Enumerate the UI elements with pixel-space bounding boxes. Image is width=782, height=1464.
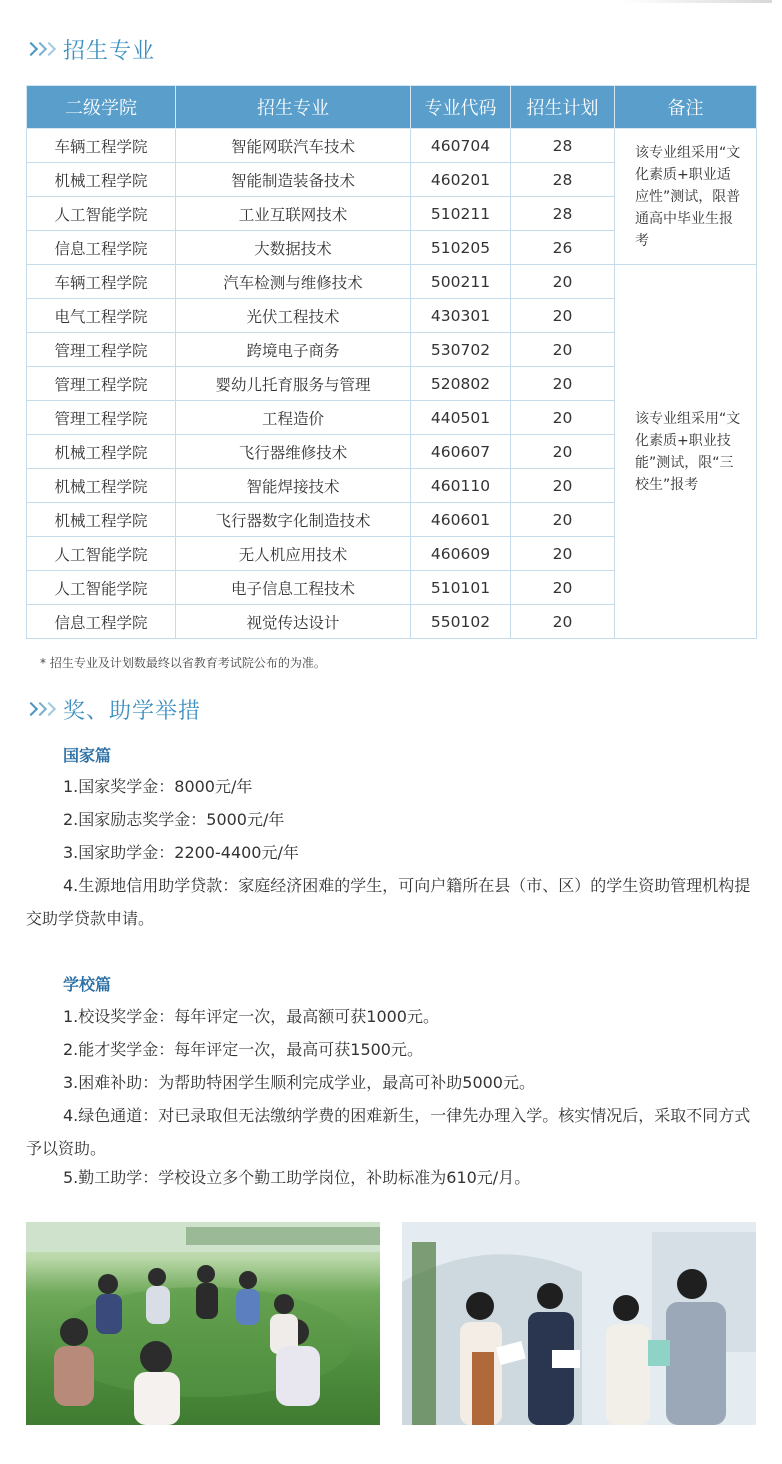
school-item: 3.困难补助：为帮助特困学生顺利完成学业，最高可补助5000元。 bbox=[63, 1073, 535, 1092]
code-cell: 510101 bbox=[411, 571, 511, 605]
college-cell: 管理工程学院 bbox=[27, 367, 176, 401]
national-item: 4.生源地信用助学贷款：家庭经济困难的学生，可向户籍所在县（市、区）的学生资助管理机构提交助学贷款申请。 bbox=[26, 876, 751, 928]
code-cell: 510211 bbox=[411, 197, 511, 231]
college-cell: 信息工程学院 bbox=[27, 231, 176, 265]
major-cell: 智能焊接技术 bbox=[176, 469, 411, 503]
code-cell: 460201 bbox=[411, 163, 511, 197]
major-cell: 大数据技术 bbox=[176, 231, 411, 265]
section-title-aid bbox=[26, 694, 201, 724]
section-title-label: 招生专业 bbox=[63, 38, 156, 64]
code-cell: 460704 bbox=[411, 129, 511, 163]
code-cell: 460607 bbox=[411, 435, 511, 469]
plan-cell: 28 bbox=[511, 129, 615, 163]
major-cell: 工程造价 bbox=[176, 401, 411, 435]
chevrons-icon bbox=[26, 44, 53, 54]
students-on-field-photo bbox=[26, 1222, 380, 1425]
college-cell: 人工智能学院 bbox=[27, 537, 176, 571]
section-title-majors bbox=[26, 34, 155, 64]
college-cell: 信息工程学院 bbox=[27, 605, 176, 639]
major-cell: 婴幼儿托育服务与管理 bbox=[176, 367, 411, 401]
code-cell: 500211 bbox=[411, 265, 511, 299]
plan-cell: 20 bbox=[511, 537, 615, 571]
column-header: 招生计划 bbox=[511, 86, 615, 129]
plan-cell: 20 bbox=[511, 299, 615, 333]
plan-cell: 28 bbox=[511, 197, 615, 231]
major-cell: 电子信息工程技术 bbox=[176, 571, 411, 605]
code-cell: 520802 bbox=[411, 367, 511, 401]
plan-cell: 28 bbox=[511, 163, 615, 197]
column-header: 备注 bbox=[615, 86, 757, 129]
major-cell: 工业互联网技术 bbox=[176, 197, 411, 231]
column-header: 招生专业 bbox=[176, 86, 411, 129]
college-cell: 机械工程学院 bbox=[27, 503, 176, 537]
school-item: 2.能才奖学金：每年评定一次，最高可获1500元。 bbox=[63, 1040, 423, 1059]
national-heading: 国家篇 bbox=[63, 746, 112, 765]
table-row bbox=[27, 265, 757, 299]
national-item: 3.国家助学金：2200-4400元/年 bbox=[63, 843, 299, 862]
plan-cell: 20 bbox=[511, 367, 615, 401]
major-cell: 智能制造装备技术 bbox=[176, 163, 411, 197]
major-cell: 无人机应用技术 bbox=[176, 537, 411, 571]
college-cell: 电气工程学院 bbox=[27, 299, 176, 333]
major-cell: 飞行器数字化制造技术 bbox=[176, 503, 411, 537]
note-cell: 该专业组采用“文化素质+职业技能”测试，限“三校生”报考 bbox=[615, 265, 757, 639]
table-header-row bbox=[27, 86, 757, 129]
code-cell: 440501 bbox=[411, 401, 511, 435]
college-cell: 机械工程学院 bbox=[27, 435, 176, 469]
code-cell: 430301 bbox=[411, 299, 511, 333]
college-cell: 车辆工程学院 bbox=[27, 265, 176, 299]
top-divider bbox=[0, 0, 782, 3]
column-header: 专业代码 bbox=[411, 86, 511, 129]
majors-table bbox=[26, 85, 757, 639]
national-item: 2.国家励志奖学金：5000元/年 bbox=[63, 810, 285, 829]
code-cell: 460609 bbox=[411, 537, 511, 571]
code-cell: 460601 bbox=[411, 503, 511, 537]
college-cell: 人工智能学院 bbox=[27, 571, 176, 605]
school-item: 5.勤工助学：学校设立多个勤工助学岗位，补助标准为610元/月。 bbox=[63, 1168, 531, 1187]
plan-cell: 20 bbox=[511, 605, 615, 639]
college-cell: 管理工程学院 bbox=[27, 401, 176, 435]
college-cell: 车辆工程学院 bbox=[27, 129, 176, 163]
school-heading: 学校篇 bbox=[63, 975, 112, 994]
major-cell: 跨境电子商务 bbox=[176, 333, 411, 367]
plan-cell: 20 bbox=[511, 401, 615, 435]
college-cell: 人工智能学院 bbox=[27, 197, 176, 231]
table-row bbox=[27, 129, 757, 163]
plan-cell: 20 bbox=[511, 571, 615, 605]
table-footnote: * 招生专业及计划数最终以省教育考试院公布的为准。 bbox=[40, 656, 326, 670]
column-header: 二级学院 bbox=[27, 86, 176, 129]
students-reading-photo bbox=[402, 1222, 756, 1425]
school-item: 4.绿色通道：对已录取但无法缴纳学费的困难新生，一律先办理入学。核实情况后，采取不同方式予以资助。 bbox=[26, 1106, 751, 1158]
college-cell: 管理工程学院 bbox=[27, 333, 176, 367]
code-cell: 510205 bbox=[411, 231, 511, 265]
section-title-label: 奖、助学举措 bbox=[63, 698, 202, 724]
code-cell: 460110 bbox=[411, 469, 511, 503]
major-cell: 汽车检测与维修技术 bbox=[176, 265, 411, 299]
major-cell: 视觉传达设计 bbox=[176, 605, 411, 639]
code-cell: 550102 bbox=[411, 605, 511, 639]
plan-cell: 20 bbox=[511, 435, 615, 469]
college-cell: 机械工程学院 bbox=[27, 469, 176, 503]
plan-cell: 20 bbox=[511, 503, 615, 537]
chevrons-icon bbox=[26, 704, 53, 714]
plan-cell: 20 bbox=[511, 265, 615, 299]
plan-cell: 20 bbox=[511, 469, 615, 503]
major-cell: 飞行器维修技术 bbox=[176, 435, 411, 469]
code-cell: 530702 bbox=[411, 333, 511, 367]
plan-cell: 26 bbox=[511, 231, 615, 265]
school-item: 1.校设奖学金：每年评定一次，最高额可获1000元。 bbox=[63, 1007, 439, 1026]
national-item: 1.国家奖学金：8000元/年 bbox=[63, 777, 253, 796]
note-cell: 该专业组采用“文化素质+职业适应性”测试，限普通高中毕业生报考 bbox=[615, 129, 757, 265]
major-cell: 智能网联汽车技术 bbox=[176, 129, 411, 163]
college-cell: 机械工程学院 bbox=[27, 163, 176, 197]
major-cell: 光伏工程技术 bbox=[176, 299, 411, 333]
plan-cell: 20 bbox=[511, 333, 615, 367]
